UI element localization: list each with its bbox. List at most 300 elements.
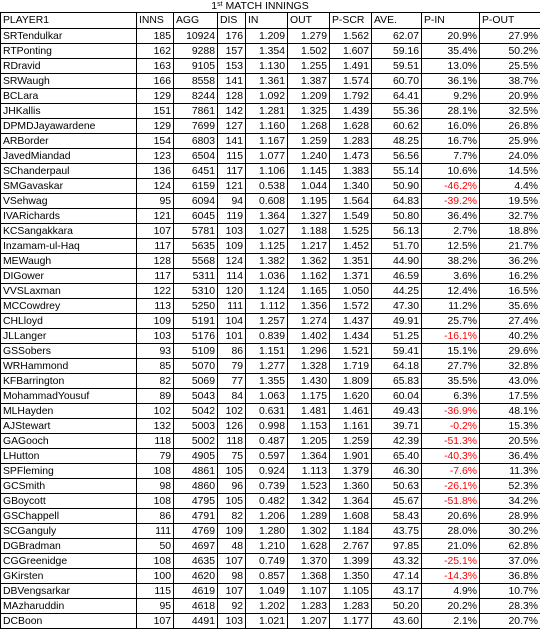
cell-pscr[interactable]: 1.105: [330, 584, 372, 599]
cell-player[interactable]: GKirsten: [1, 569, 137, 584]
header-in[interactable]: IN: [246, 13, 288, 29]
cell-inns[interactable]: 129: [137, 119, 174, 134]
cell-out[interactable]: 1.302: [288, 524, 330, 539]
cell-agg[interactable]: 6045: [174, 209, 218, 224]
cell-player[interactable]: JLLanger: [1, 329, 137, 344]
cell-out[interactable]: 1.175: [288, 389, 330, 404]
cell-agg[interactable]: 5568: [174, 254, 218, 269]
cell-pout[interactable]: 28.9%: [480, 509, 540, 524]
cell-pscr[interactable]: 1.719: [330, 359, 372, 374]
cell-pin[interactable]: -46.2%: [422, 179, 480, 194]
cell-inns[interactable]: 111: [137, 524, 174, 539]
cell-ave[interactable]: 43.17: [372, 584, 422, 599]
cell-inns[interactable]: 118: [137, 434, 174, 449]
cell-out[interactable]: 1.523: [288, 479, 330, 494]
cell-dis[interactable]: 103: [218, 614, 246, 629]
cell-dis[interactable]: 115: [218, 149, 246, 164]
cell-in[interactable]: 1.160: [246, 119, 288, 134]
cell-pscr[interactable]: 1.283: [330, 599, 372, 614]
cell-out[interactable]: 1.255: [288, 59, 330, 74]
cell-pout[interactable]: 21.7%: [480, 239, 540, 254]
cell-inns[interactable]: 108: [137, 554, 174, 569]
cell-agg[interactable]: 4618: [174, 599, 218, 614]
cell-out[interactable]: 1.274: [288, 314, 330, 329]
cell-inns[interactable]: 151: [137, 104, 174, 119]
cell-ave[interactable]: 51.25: [372, 329, 422, 344]
header-pscr[interactable]: P-SCR: [330, 13, 372, 29]
cell-player[interactable]: DIGower: [1, 269, 137, 284]
cell-pout[interactable]: 52.3%: [480, 479, 540, 494]
cell-out[interactable]: 1.628: [288, 539, 330, 554]
cell-pin[interactable]: 35.5%: [422, 374, 480, 389]
cell-player[interactable]: MEWaugh: [1, 254, 137, 269]
cell-pout[interactable]: 27.4%: [480, 314, 540, 329]
cell-pout[interactable]: 26.8%: [480, 119, 540, 134]
cell-pout[interactable]: 40.2%: [480, 329, 540, 344]
cell-pin[interactable]: 10.6%: [422, 164, 480, 179]
cell-agg[interactable]: 4860: [174, 479, 218, 494]
cell-in[interactable]: 1.277: [246, 359, 288, 374]
cell-pin[interactable]: 13.0%: [422, 59, 480, 74]
cell-inns[interactable]: 136: [137, 164, 174, 179]
cell-inns[interactable]: 108: [137, 464, 174, 479]
cell-dis[interactable]: 107: [218, 554, 246, 569]
cell-pout[interactable]: 25.5%: [480, 59, 540, 74]
cell-player[interactable]: SCGanguly: [1, 524, 137, 539]
header-out[interactable]: OUT: [288, 13, 330, 29]
cell-ave[interactable]: 43.60: [372, 614, 422, 629]
cell-inns[interactable]: 82: [137, 374, 174, 389]
cell-ave[interactable]: 44.25: [372, 284, 422, 299]
cell-pin[interactable]: 9.2%: [422, 89, 480, 104]
cell-out[interactable]: 1.044: [288, 179, 330, 194]
cell-pscr[interactable]: 1.434: [330, 329, 372, 344]
cell-agg[interactable]: 4769: [174, 524, 218, 539]
cell-player[interactable]: ARBorder: [1, 134, 137, 149]
cell-inns[interactable]: 121: [137, 209, 174, 224]
cell-dis[interactable]: 105: [218, 464, 246, 479]
cell-player[interactable]: MCCowdrey: [1, 299, 137, 314]
cell-agg[interactable]: 5176: [174, 329, 218, 344]
cell-inns[interactable]: 124: [137, 179, 174, 194]
cell-pscr[interactable]: 1.607: [330, 44, 372, 59]
cell-pscr[interactable]: 1.259: [330, 434, 372, 449]
cell-ave[interactable]: 59.16: [372, 44, 422, 59]
header-pout[interactable]: P-OUT: [480, 13, 540, 29]
cell-inns[interactable]: 103: [137, 329, 174, 344]
cell-ave[interactable]: 59.41: [372, 344, 422, 359]
cell-agg[interactable]: 7861: [174, 104, 218, 119]
cell-player[interactable]: MLHayden: [1, 404, 137, 419]
cell-out[interactable]: 1.145: [288, 164, 330, 179]
cell-in[interactable]: 1.361: [246, 74, 288, 89]
cell-pscr[interactable]: 1.901: [330, 449, 372, 464]
cell-agg[interactable]: 9288: [174, 44, 218, 59]
cell-player[interactable]: SRWaugh: [1, 74, 137, 89]
cell-pscr[interactable]: 1.050: [330, 284, 372, 299]
cell-out[interactable]: 1.502: [288, 44, 330, 59]
cell-in[interactable]: 1.257: [246, 314, 288, 329]
header-inns[interactable]: INNS: [137, 13, 174, 29]
cell-inns[interactable]: 115: [137, 584, 174, 599]
cell-in[interactable]: 1.151: [246, 344, 288, 359]
cell-pin[interactable]: 20.2%: [422, 599, 480, 614]
cell-pout[interactable]: 24.0%: [480, 149, 540, 164]
cell-dis[interactable]: 103: [218, 224, 246, 239]
cell-in[interactable]: 0.608: [246, 194, 288, 209]
cell-player[interactable]: KFBarrington: [1, 374, 137, 389]
cell-in[interactable]: 1.382: [246, 254, 288, 269]
cell-pout[interactable]: 19.5%: [480, 194, 540, 209]
cell-ave[interactable]: 56.56: [372, 149, 422, 164]
cell-dis[interactable]: 124: [218, 254, 246, 269]
cell-pout[interactable]: 11.3%: [480, 464, 540, 479]
cell-ave[interactable]: 64.41: [372, 89, 422, 104]
cell-ave[interactable]: 42.39: [372, 434, 422, 449]
cell-out[interactable]: 1.283: [288, 599, 330, 614]
cell-pscr[interactable]: 1.283: [330, 134, 372, 149]
cell-agg[interactable]: 5635: [174, 239, 218, 254]
cell-player[interactable]: JHKallis: [1, 104, 137, 119]
cell-out[interactable]: 1.364: [288, 449, 330, 464]
cell-pscr[interactable]: 1.351: [330, 254, 372, 269]
cell-dis[interactable]: 86: [218, 344, 246, 359]
cell-in[interactable]: 1.125: [246, 239, 288, 254]
cell-pscr[interactable]: 1.574: [330, 74, 372, 89]
cell-ave[interactable]: 43.32: [372, 554, 422, 569]
cell-pout[interactable]: 62.8%: [480, 539, 540, 554]
cell-agg[interactable]: 5191: [174, 314, 218, 329]
cell-pout[interactable]: 30.2%: [480, 524, 540, 539]
cell-ave[interactable]: 49.43: [372, 404, 422, 419]
cell-inns[interactable]: 100: [137, 569, 174, 584]
cell-out[interactable]: 1.289: [288, 509, 330, 524]
cell-ave[interactable]: 62.07: [372, 29, 422, 44]
cell-agg[interactable]: 4620: [174, 569, 218, 584]
cell-agg[interactable]: 4861: [174, 464, 218, 479]
cell-ave[interactable]: 50.90: [372, 179, 422, 194]
cell-pout[interactable]: 36.2%: [480, 254, 540, 269]
cell-pin[interactable]: -7.6%: [422, 464, 480, 479]
cell-pin[interactable]: 11.2%: [422, 299, 480, 314]
cell-in[interactable]: 0.597: [246, 449, 288, 464]
cell-dis[interactable]: 48: [218, 539, 246, 554]
cell-out[interactable]: 1.153: [288, 419, 330, 434]
cell-pin[interactable]: -51.8%: [422, 494, 480, 509]
cell-in[interactable]: 0.998: [246, 419, 288, 434]
cell-player[interactable]: BCLara: [1, 89, 137, 104]
cell-inns[interactable]: 154: [137, 134, 174, 149]
cell-pout[interactable]: 36.8%: [480, 569, 540, 584]
cell-pin[interactable]: 12.5%: [422, 239, 480, 254]
cell-pin[interactable]: 20.9%: [422, 29, 480, 44]
cell-inns[interactable]: 123: [137, 149, 174, 164]
cell-player[interactable]: CHLloyd: [1, 314, 137, 329]
cell-pout[interactable]: 4.4%: [480, 179, 540, 194]
cell-out[interactable]: 1.368: [288, 569, 330, 584]
cell-dis[interactable]: 109: [218, 239, 246, 254]
cell-dis[interactable]: 102: [218, 404, 246, 419]
cell-in[interactable]: 1.364: [246, 209, 288, 224]
cell-out[interactable]: 1.107: [288, 584, 330, 599]
cell-pout[interactable]: 29.6%: [480, 344, 540, 359]
cell-in[interactable]: 1.124: [246, 284, 288, 299]
cell-pin[interactable]: 27.7%: [422, 359, 480, 374]
cell-agg[interactable]: 5781: [174, 224, 218, 239]
cell-pscr[interactable]: 1.383: [330, 164, 372, 179]
cell-player[interactable]: SRTendulkar: [1, 29, 137, 44]
cell-inns[interactable]: 109: [137, 314, 174, 329]
cell-pscr[interactable]: 1.452: [330, 239, 372, 254]
cell-inns[interactable]: 95: [137, 194, 174, 209]
cell-in[interactable]: 1.167: [246, 134, 288, 149]
cell-inns[interactable]: 107: [137, 224, 174, 239]
cell-pout[interactable]: 25.9%: [480, 134, 540, 149]
cell-out[interactable]: 1.188: [288, 224, 330, 239]
cell-agg[interactable]: 5003: [174, 419, 218, 434]
cell-pscr[interactable]: 1.572: [330, 299, 372, 314]
cell-dis[interactable]: 104: [218, 314, 246, 329]
cell-inns[interactable]: 89: [137, 389, 174, 404]
cell-in[interactable]: 1.027: [246, 224, 288, 239]
cell-out[interactable]: 1.207: [288, 614, 330, 629]
cell-in[interactable]: 1.354: [246, 44, 288, 59]
cell-dis[interactable]: 120: [218, 284, 246, 299]
cell-in[interactable]: 1.036: [246, 269, 288, 284]
cell-pin[interactable]: 21.0%: [422, 539, 480, 554]
cell-pout[interactable]: 32.8%: [480, 359, 540, 374]
cell-agg[interactable]: 5109: [174, 344, 218, 359]
cell-agg[interactable]: 6803: [174, 134, 218, 149]
cell-player[interactable]: SMGavaskar: [1, 179, 137, 194]
cell-agg[interactable]: 5250: [174, 299, 218, 314]
cell-pout[interactable]: 15.3%: [480, 419, 540, 434]
cell-agg[interactable]: 5311: [174, 269, 218, 284]
cell-ave[interactable]: 47.14: [372, 569, 422, 584]
cell-dis[interactable]: 153: [218, 59, 246, 74]
cell-dis[interactable]: 98: [218, 569, 246, 584]
cell-agg[interactable]: 6094: [174, 194, 218, 209]
cell-dis[interactable]: 105: [218, 494, 246, 509]
cell-out[interactable]: 1.362: [288, 254, 330, 269]
cell-pout[interactable]: 16.2%: [480, 269, 540, 284]
cell-in[interactable]: 1.355: [246, 374, 288, 389]
cell-pscr[interactable]: 1.628: [330, 119, 372, 134]
cell-player[interactable]: GCSmith: [1, 479, 137, 494]
cell-pscr[interactable]: 1.437: [330, 314, 372, 329]
cell-dis[interactable]: 118: [218, 434, 246, 449]
cell-agg[interactable]: 9105: [174, 59, 218, 74]
cell-pin[interactable]: 20.6%: [422, 509, 480, 524]
cell-ave[interactable]: 50.80: [372, 209, 422, 224]
cell-ave[interactable]: 58.43: [372, 509, 422, 524]
cell-out[interactable]: 1.240: [288, 149, 330, 164]
cell-pout[interactable]: 43.0%: [480, 374, 540, 389]
cell-pscr[interactable]: 1.371: [330, 269, 372, 284]
cell-pout[interactable]: 32.5%: [480, 104, 540, 119]
cell-in[interactable]: 0.538: [246, 179, 288, 194]
cell-in[interactable]: 1.206: [246, 509, 288, 524]
cell-pscr[interactable]: 1.608: [330, 509, 372, 524]
cell-pin[interactable]: 28.1%: [422, 104, 480, 119]
cell-inns[interactable]: 185: [137, 29, 174, 44]
cell-ave[interactable]: 50.63: [372, 479, 422, 494]
cell-inns[interactable]: 129: [137, 89, 174, 104]
cell-dis[interactable]: 96: [218, 479, 246, 494]
cell-pout[interactable]: 27.9%: [480, 29, 540, 44]
cell-in[interactable]: 1.209: [246, 29, 288, 44]
cell-player[interactable]: DCBoon: [1, 614, 137, 629]
cell-ave[interactable]: 97.85: [372, 539, 422, 554]
cell-out[interactable]: 1.481: [288, 404, 330, 419]
cell-pout[interactable]: 20.5%: [480, 434, 540, 449]
cell-in[interactable]: 1.077: [246, 149, 288, 164]
cell-pscr[interactable]: 1.184: [330, 524, 372, 539]
cell-dis[interactable]: 157: [218, 44, 246, 59]
cell-pin[interactable]: 16.7%: [422, 134, 480, 149]
cell-dis[interactable]: 77: [218, 374, 246, 389]
cell-inns[interactable]: 117: [137, 239, 174, 254]
cell-ave[interactable]: 48.25: [372, 134, 422, 149]
cell-inns[interactable]: 95: [137, 599, 174, 614]
cell-pin[interactable]: 4.9%: [422, 584, 480, 599]
cell-player[interactable]: DPMDJayawardene: [1, 119, 137, 134]
cell-agg[interactable]: 4795: [174, 494, 218, 509]
cell-ave[interactable]: 65.83: [372, 374, 422, 389]
cell-player[interactable]: DBVengsarkar: [1, 584, 137, 599]
cell-agg[interactable]: 5042: [174, 404, 218, 419]
cell-dis[interactable]: 94: [218, 194, 246, 209]
cell-pout[interactable]: 36.4%: [480, 449, 540, 464]
cell-player[interactable]: RDravid: [1, 59, 137, 74]
cell-in[interactable]: 1.112: [246, 299, 288, 314]
cell-out[interactable]: 1.205: [288, 434, 330, 449]
cell-inns[interactable]: 166: [137, 74, 174, 89]
cell-inns[interactable]: 163: [137, 59, 174, 74]
cell-pin[interactable]: 2.7%: [422, 224, 480, 239]
cell-pscr[interactable]: 1.461: [330, 404, 372, 419]
cell-inns[interactable]: 128: [137, 254, 174, 269]
cell-inns[interactable]: 98: [137, 479, 174, 494]
cell-pin[interactable]: 12.4%: [422, 284, 480, 299]
cell-inns[interactable]: 79: [137, 449, 174, 464]
cell-agg[interactable]: 5310: [174, 284, 218, 299]
cell-pout[interactable]: 34.2%: [480, 494, 540, 509]
cell-dis[interactable]: 111: [218, 299, 246, 314]
cell-out[interactable]: 1.387: [288, 74, 330, 89]
cell-pout[interactable]: 48.1%: [480, 404, 540, 419]
cell-in[interactable]: 0.482: [246, 494, 288, 509]
cell-player[interactable]: AJStewart: [1, 419, 137, 434]
cell-out[interactable]: 1.259: [288, 134, 330, 149]
cell-player[interactable]: GAGooch: [1, 434, 137, 449]
cell-ave[interactable]: 47.30: [372, 299, 422, 314]
cell-ave[interactable]: 44.90: [372, 254, 422, 269]
cell-out[interactable]: 1.327: [288, 209, 330, 224]
cell-player[interactable]: GSChappell: [1, 509, 137, 524]
cell-agg[interactable]: 8244: [174, 89, 218, 104]
cell-out[interactable]: 1.162: [288, 269, 330, 284]
cell-pout[interactable]: 14.5%: [480, 164, 540, 179]
cell-pin[interactable]: -16.1%: [422, 329, 480, 344]
cell-out[interactable]: 1.217: [288, 239, 330, 254]
cell-player[interactable]: RTPonting: [1, 44, 137, 59]
cell-out[interactable]: 1.165: [288, 284, 330, 299]
cell-pout[interactable]: 17.5%: [480, 389, 540, 404]
cell-dis[interactable]: 141: [218, 74, 246, 89]
cell-pin[interactable]: -51.3%: [422, 434, 480, 449]
header-pin[interactable]: P-IN: [422, 13, 480, 29]
cell-in[interactable]: 0.924: [246, 464, 288, 479]
cell-out[interactable]: 1.370: [288, 554, 330, 569]
header-player[interactable]: PLAYER1: [1, 13, 137, 29]
cell-player[interactable]: SChanderpaul: [1, 164, 137, 179]
cell-pin[interactable]: 36.1%: [422, 74, 480, 89]
cell-pin[interactable]: 36.4%: [422, 209, 480, 224]
cell-inns[interactable]: 93: [137, 344, 174, 359]
cell-pin[interactable]: 35.4%: [422, 44, 480, 59]
cell-pin[interactable]: -0.2%: [422, 419, 480, 434]
cell-player[interactable]: IVARichards: [1, 209, 137, 224]
cell-inns[interactable]: 86: [137, 509, 174, 524]
cell-pscr[interactable]: 1.491: [330, 59, 372, 74]
cell-player[interactable]: Inzamam-ul-Haq: [1, 239, 137, 254]
cell-player[interactable]: DGBradman: [1, 539, 137, 554]
cell-player[interactable]: KCSangakkara: [1, 224, 137, 239]
cell-pscr[interactable]: 1.473: [330, 149, 372, 164]
cell-out[interactable]: 1.402: [288, 329, 330, 344]
cell-dis[interactable]: 126: [218, 419, 246, 434]
cell-inns[interactable]: 107: [137, 614, 174, 629]
cell-pout[interactable]: 37.0%: [480, 554, 540, 569]
cell-dis[interactable]: 82: [218, 509, 246, 524]
cell-pin[interactable]: 15.1%: [422, 344, 480, 359]
cell-inns[interactable]: 102: [137, 404, 174, 419]
cell-player[interactable]: VVSLaxman: [1, 284, 137, 299]
cell-pscr[interactable]: 1.177: [330, 614, 372, 629]
cell-out[interactable]: 1.195: [288, 194, 330, 209]
cell-in[interactable]: 0.487: [246, 434, 288, 449]
cell-player[interactable]: CGGreenidge: [1, 554, 137, 569]
cell-dis[interactable]: 107: [218, 584, 246, 599]
cell-dis[interactable]: 142: [218, 104, 246, 119]
cell-pin[interactable]: -40.3%: [422, 449, 480, 464]
cell-player[interactable]: JavedMiandad: [1, 149, 137, 164]
cell-agg[interactable]: 4491: [174, 614, 218, 629]
cell-agg[interactable]: 6451: [174, 164, 218, 179]
cell-pscr[interactable]: 1.161: [330, 419, 372, 434]
cell-ave[interactable]: 64.18: [372, 359, 422, 374]
cell-agg[interactable]: 4619: [174, 584, 218, 599]
cell-pout[interactable]: 16.5%: [480, 284, 540, 299]
cell-out[interactable]: 1.268: [288, 119, 330, 134]
cell-in[interactable]: 0.749: [246, 554, 288, 569]
cell-pin[interactable]: 3.6%: [422, 269, 480, 284]
cell-pscr[interactable]: 1.620: [330, 389, 372, 404]
cell-ave[interactable]: 60.04: [372, 389, 422, 404]
cell-ave[interactable]: 55.14: [372, 164, 422, 179]
cell-dis[interactable]: 109: [218, 524, 246, 539]
cell-in[interactable]: 1.130: [246, 59, 288, 74]
cell-out[interactable]: 1.296: [288, 344, 330, 359]
header-ave[interactable]: AVE.: [372, 13, 422, 29]
cell-agg[interactable]: 5069: [174, 374, 218, 389]
cell-inns[interactable]: 50: [137, 539, 174, 554]
cell-in[interactable]: 1.210: [246, 539, 288, 554]
cell-inns[interactable]: 132: [137, 419, 174, 434]
cell-player[interactable]: SPFleming: [1, 464, 137, 479]
cell-pscr[interactable]: 2.767: [330, 539, 372, 554]
